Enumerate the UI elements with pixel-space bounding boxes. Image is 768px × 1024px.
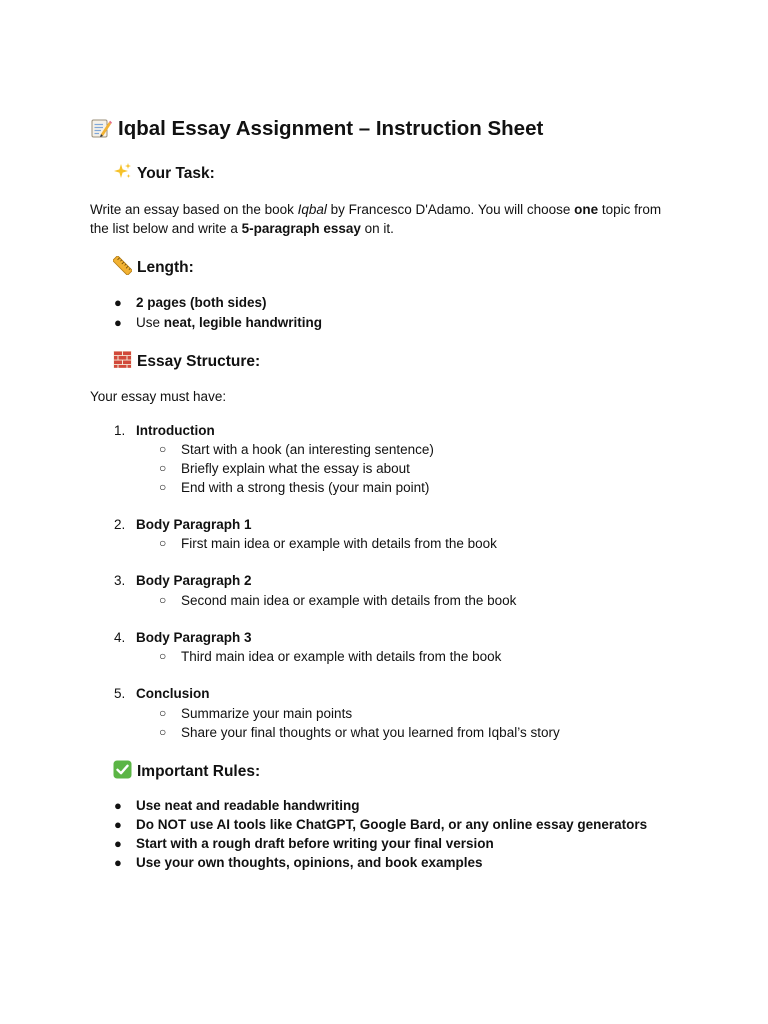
bullet-icon: ● — [114, 798, 122, 813]
structure-heading — [113, 350, 260, 373]
section-title: Body Paragraph 1 — [136, 517, 252, 532]
list-item — [114, 293, 267, 312]
list-item — [114, 796, 360, 815]
memo-icon — [90, 117, 112, 139]
task-text: by Francesco D'Adamo. You will choose — [326, 202, 575, 217]
section-title: Conclusion — [136, 686, 210, 701]
task-emphasis: one — [574, 202, 599, 217]
sub-item — [159, 440, 434, 459]
length-heading — [113, 256, 194, 279]
bullet-icon: ● — [114, 295, 122, 310]
rule-text: Use neat and readable handwriting — [136, 798, 360, 813]
check-mark-button-icon — [113, 760, 132, 779]
length-pages: 2 pages (both sides) — [136, 295, 267, 310]
length-heading-text: Length: — [137, 259, 194, 276]
task-emphasis: 5-paragraph essay — [241, 221, 361, 236]
title-text: Iqbal Essay Assignment – Instruction Sheet — [118, 117, 544, 140]
list-item — [114, 834, 494, 853]
item-number: 5. — [114, 686, 126, 701]
page-title — [90, 115, 543, 143]
sub-item-text: Start with a hook (an interesting sentence) — [181, 442, 434, 457]
rules-heading-text: Important Rules: — [137, 763, 261, 780]
rule-text: Use your own thoughts, opinions, and book examples — [136, 855, 483, 870]
task-text: the list below and write a — [90, 221, 242, 236]
circle-bullet-icon: ○ — [159, 536, 167, 550]
list-item — [114, 313, 323, 332]
task-line-2 — [90, 219, 394, 238]
sub-item-text: Summarize your main points — [181, 706, 353, 721]
structure-intro: Your essay must have: — [90, 389, 227, 404]
section-title: Body Paragraph 2 — [136, 573, 252, 588]
circle-bullet-icon: ○ — [159, 442, 167, 456]
numbered-item — [114, 571, 252, 590]
structure-heading-text: Essay Structure: — [137, 353, 261, 370]
numbered-item — [114, 628, 252, 647]
sub-item — [159, 478, 430, 497]
sub-item-text: First main idea or example with details from the book — [181, 536, 497, 551]
item-number: 2. — [114, 517, 126, 532]
item-number: 3. — [114, 573, 126, 588]
task-heading-text: Your Task: — [137, 165, 215, 182]
length-handwriting: neat, legible handwriting — [163, 315, 323, 330]
numbered-item — [114, 421, 215, 440]
list-item — [114, 853, 483, 872]
ruler-icon — [113, 256, 132, 275]
circle-bullet-icon: ○ — [159, 649, 167, 663]
sub-item — [159, 704, 353, 723]
circle-bullet-icon: ○ — [159, 480, 167, 494]
bricks-icon — [113, 350, 132, 369]
task-line-1 — [90, 200, 661, 219]
circle-bullet-icon: ○ — [159, 461, 167, 475]
rules-heading — [113, 760, 260, 783]
bullet-icon: ● — [114, 855, 122, 870]
circle-bullet-icon: ○ — [159, 706, 167, 720]
rule-text: Start with a rough draft before writing your final version — [136, 836, 494, 851]
section-title: Introduction — [136, 423, 215, 438]
sub-item-text: Share your final thoughts or what you learned from Iqbal’s story — [181, 725, 560, 740]
sub-item — [159, 723, 560, 742]
task-heading — [113, 162, 215, 185]
sub-item — [159, 647, 502, 666]
length-text: Use — [136, 315, 164, 330]
task-text: topic from — [598, 202, 662, 217]
sub-item — [159, 459, 410, 478]
sub-item-text: Second main idea or example with details from the book — [181, 593, 517, 608]
sub-item-text: Briefly explain what the essay is about — [181, 461, 410, 476]
circle-bullet-icon: ○ — [159, 593, 167, 607]
sub-item — [159, 534, 497, 553]
task-text: on it. — [360, 221, 394, 236]
section-title: Body Paragraph 3 — [136, 630, 252, 645]
sub-item — [159, 591, 517, 610]
circle-bullet-icon: ○ — [159, 725, 167, 739]
list-item — [114, 815, 648, 834]
rule-text: Do NOT use AI tools like ChatGPT, Google Bard, or any online essay generators — [136, 817, 648, 832]
numbered-item — [114, 684, 210, 703]
bullet-icon: ● — [114, 315, 122, 330]
task-text: Write an essay based on the book — [90, 202, 298, 217]
item-number: 1. — [114, 423, 126, 438]
item-number: 4. — [114, 630, 126, 645]
sub-item-text: Third main idea or example with details from the book — [181, 649, 502, 664]
book-title: Iqbal — [297, 202, 327, 217]
sparkles-icon — [113, 162, 132, 181]
bullet-icon: ● — [114, 836, 122, 851]
numbered-item — [114, 515, 252, 534]
sub-item-text: End with a strong thesis (your main point) — [181, 480, 430, 495]
bullet-icon: ● — [114, 817, 122, 832]
